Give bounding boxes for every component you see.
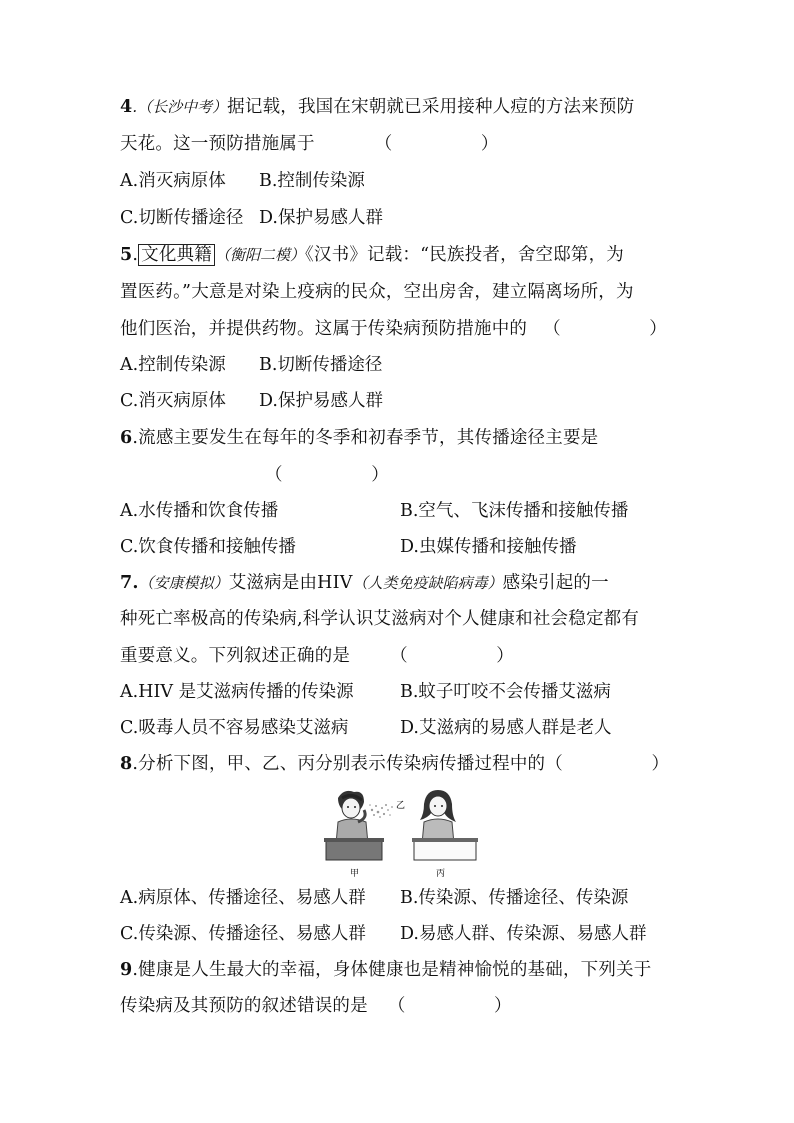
q4-text-1: 据记载，我国在宋朝就已采用接种人痘的方法来预防: [227, 97, 635, 117]
q4-text-2: 天花。这一预防措施属于: [120, 134, 315, 154]
q6-answer-blank[interactable]: （ ）: [265, 465, 389, 485]
q5-text-2: 置医药。”大意是对染上疫病的民众，空出房舍，建立隔离场所，为: [120, 282, 634, 302]
q5-line2: [120, 281, 634, 303]
q4-line2: [120, 133, 499, 155]
q9-line2: [120, 995, 512, 1017]
q9-number: 9: [120, 960, 133, 980]
q6-line2: [265, 464, 389, 486]
q9-text-1: .健康是人生最大的幸福，身体健康也是精神愉悦的基础，下列关于: [132, 960, 652, 980]
q5-dot: .: [132, 245, 139, 265]
healthy-child-figure: [412, 790, 478, 860]
q5-option-c[interactable]: C.消灭病原体: [120, 391, 226, 411]
illustration-svg: [318, 788, 480, 880]
q7-text-1a: 艾滋病是由HIV: [228, 573, 353, 593]
label-jia: 甲: [350, 869, 360, 879]
q8-line1: [120, 753, 669, 775]
sick-child-figure: [324, 791, 384, 860]
q8-text-1: .分析下图，甲、乙、丙分别表示传染病传播过程中的: [132, 754, 546, 774]
q4-source: .（长沙中考）: [132, 98, 228, 116]
q5-text-1: 《汉书》记载：“民族投者，舍空邸第，为: [304, 245, 624, 265]
q7-text-2: 种死亡率极高的传染病,科学认识艾滋病对个人健康和社会稳定都有: [120, 609, 640, 629]
q9-line1: [120, 959, 651, 981]
q6-number: 6: [120, 428, 133, 448]
q7-number: 7.: [120, 573, 139, 593]
q6-text-1: .流感主要发生在每年的冬季和初春季节，其传播途径主要是: [132, 428, 599, 448]
q4-number: 4: [120, 97, 133, 117]
q9-text-2: 传染病及其预防的叙述错误的是: [120, 996, 368, 1016]
q8-option-b[interactable]: B.传染源、传播途径、传染源: [400, 888, 629, 908]
q6-line1: [120, 427, 598, 449]
q7-option-c[interactable]: C.吸毒人员不容易感染艾滋病: [120, 718, 349, 738]
droplets: [369, 804, 393, 818]
q6-option-a[interactable]: A.水传播和饮食传播: [120, 501, 279, 521]
q4-option-a[interactable]: A.消灭病原体: [120, 171, 226, 191]
q7-line1: [120, 572, 609, 594]
q5-source: （衡阳二模）: [214, 246, 305, 264]
q7-option-d[interactable]: D.艾滋病的易感人群是老人: [400, 718, 612, 738]
label-bing: 丙: [436, 869, 446, 879]
q8-option-c[interactable]: C.传染源、传播途径、易感人群: [120, 924, 366, 944]
q7-hiv-note: （人类免疫缺陷病毒）: [352, 574, 503, 592]
q4-line1: [120, 96, 634, 118]
q5-option-b[interactable]: B.切断传播途径: [259, 355, 383, 375]
q7-text-1b: 感染引起的一: [502, 573, 609, 593]
q6-option-c[interactable]: C.饮食传播和接触传播: [120, 537, 296, 557]
q5-text-3: 他们医治，并提供药物。这属于传染病预防措施中的: [120, 319, 528, 339]
q7-source: （安康模拟）: [138, 574, 229, 592]
q6-option-d[interactable]: D.虫媒传播和接触传播: [400, 537, 577, 557]
q5-answer-blank[interactable]: （ ）: [543, 319, 668, 339]
q5-tag: 文化典籍: [138, 244, 215, 266]
q5-option-a[interactable]: A.控制传染源: [120, 355, 226, 375]
q8-option-d[interactable]: D.易感人群、传染源、易感人群: [400, 924, 647, 944]
q5-option-d[interactable]: D.保护易感人群: [259, 391, 383, 411]
q7-line3: [120, 645, 514, 667]
q7-option-b[interactable]: B.蚊子叮咬不会传播艾滋病: [400, 682, 611, 702]
q7-option-a[interactable]: A.HIV 是艾滋病传播的传染源: [120, 682, 354, 702]
q4-option-b[interactable]: B.控制传染源: [259, 171, 365, 191]
q9-answer-blank[interactable]: （ ）: [387, 996, 512, 1016]
q5-line3: [120, 318, 667, 340]
q8-number: 8: [120, 754, 133, 774]
q8-option-a[interactable]: A.病原体、传播途径、易感人群: [120, 888, 366, 908]
q7-answer-blank[interactable]: （ ）: [390, 646, 515, 666]
q5-line1: [120, 244, 624, 266]
q6-option-b[interactable]: B.空气、飞沫传播和接触传播: [400, 501, 629, 521]
q7-line2: [120, 608, 639, 630]
q4-option-c[interactable]: C.切断传播途径: [120, 208, 244, 228]
q4-option-d[interactable]: D.保护易感人群: [259, 208, 383, 228]
q4-answer-blank[interactable]: （ ）: [374, 134, 499, 154]
label-yi: 乙: [396, 801, 406, 811]
q7-text-3: 重要意义。下列叙述正确的是: [120, 646, 351, 666]
disease-transmission-illustration: [318, 788, 480, 880]
q8-answer-blank[interactable]: （ ）: [545, 754, 670, 774]
q5-number: 5: [120, 245, 133, 265]
